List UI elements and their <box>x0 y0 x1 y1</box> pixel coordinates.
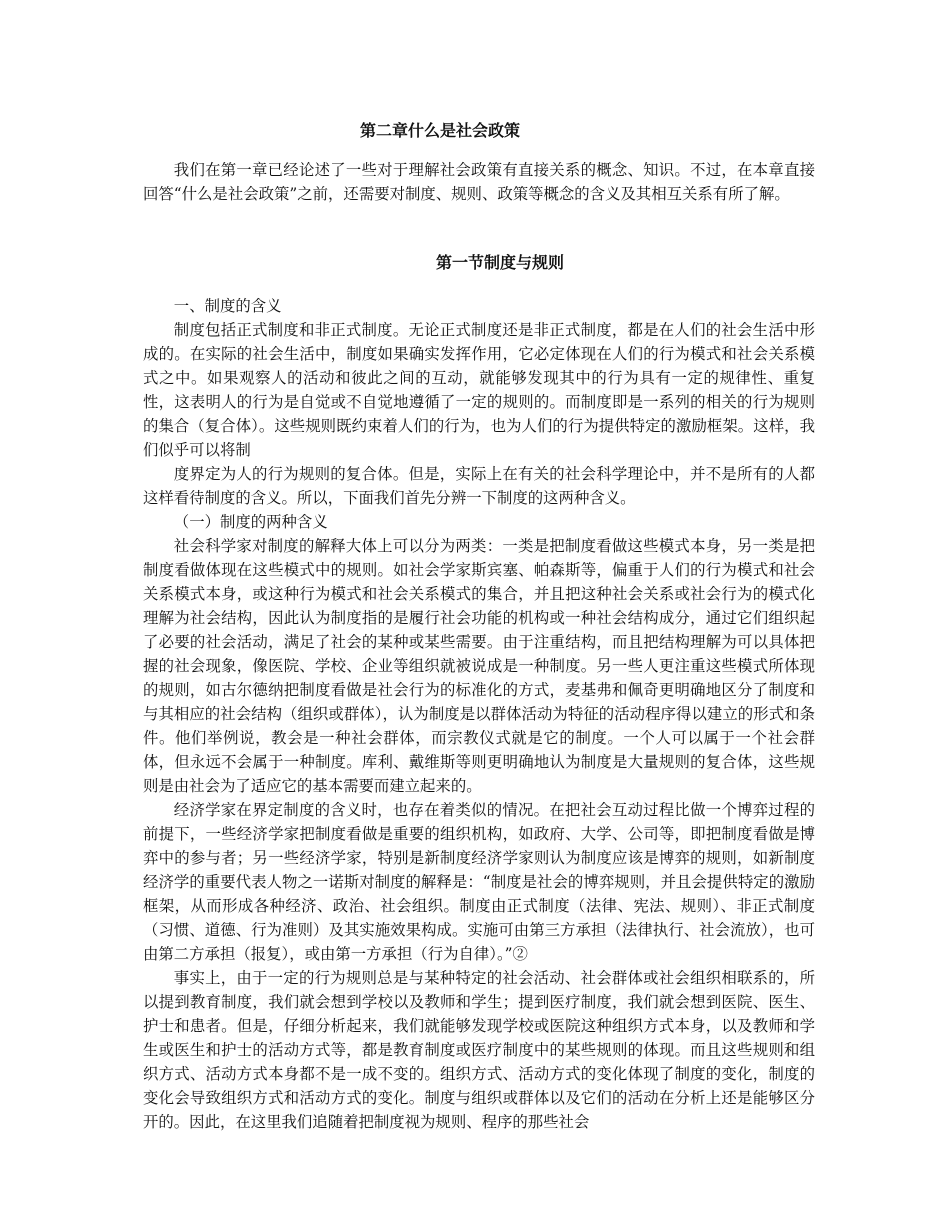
intro-paragraph: 我们在第一章已经论述了一些对于理解社会政策有直接关系的概念、知识。不过，在本章直接回答“什么是社会政策”之前，还需要对制度、规则、政策等概念的含义及其相互关系有所了解。 <box>143 161 815 203</box>
heading-two-meanings: （一）制度的两种含义 <box>173 513 328 531</box>
paragraph-2: 度界定为人的行为规则的复合体。但是，实际上在有关的社会科学理论中，并不是所有的人都这样看待制度的含义。所以，下面我们首先分辨一下制度的这两种含义。 <box>143 465 815 507</box>
body-block <box>143 294 815 1134</box>
paragraph-1: 制度包括正式制度和非正式制度。无论正式制度还是非正式制度，都是在人们的社会生活中形成的。在实际的社会生活中，制度如果确实发挥作用，它必定体现在人们的行为模式和社会关系模式之中。如果观察人的活动和彼此之间的互动，就能够发现其中的行为具有一定的规律性、重复性，这表明人的行为是自觉或不自觉地遵循了一定的规则的。而制度即是一系列的相关的行为规则的集合（复合体）。这些规则既约束着人们的行为，也为人们的行为提供特定的激励框架。这样，我们似乎可以将制 <box>143 321 815 459</box>
heading-institution-meaning: 一、制度的含义 <box>173 297 282 315</box>
section-title: 第一节制度与规则 <box>435 253 564 272</box>
paragraph-5: 事实上，由于一定的行为规则总是与某种特定的社会活动、社会群体或社会组织相联系的，所以提到教育制度，我们就会想到学校以及教师和学生；提到医疗制度，我们就会想到医院、医生、护士和患者。但是，仔细分析起来，我们就能够发现学校或医院这种组织方式本身，以及教师和学生或医生和护士的活动方式等，都是教育制度或医疗制度中的某些规则的体现。而且这些规则和组织方式、活动方式本身都不是一成不变的。组织方式、活动方式的变化体现了制度的变化，制度的变化会导致组织方式和活动方式的变化。制度与组织或群体以及它们的活动在分析上还是能够区分开的。因此，在这里我们追随着把制度视为规则、程序的那些社会 <box>143 969 815 1131</box>
chapter-title: 第二章什么是社会政策 <box>359 121 520 140</box>
paragraph-4: 经济学家在界定制度的含义时，也存在着类似的情况。在把社会互动过程比做一个博弈过程的前提下，一些经济学家把制度看做是重要的组织机构，如政府、大学、公司等，即把制度看做是博弈中的参与者；另一些经济学家，特别是新制度经济学家则认为制度应该是博弈的规则，如新制度经济学的重要代表人物之一诺斯对制度的解释是：“制度是社会的博弈规则，并且会提供特定的激励框架，从而形成各种经济、政治、社会组织。制度由正式制度（法律、宪法、规则）、非正式制度（习惯、道德、行为准则）及其实施效果构成。实施可由第三方承担（法律执行、社会流放），也可由第二方承担（报复），或由第一方承担（行为自律）。”② <box>143 801 815 963</box>
intro-block <box>143 158 815 206</box>
paragraph-3: 社会科学家对制度的解释大体上可以分为两类：一类是把制度看做这些模式本身，另一类是把制度看做体现在这些模式中的规则。如社会学家斯宾塞、帕森斯等，偏重于人们的行为模式和社会关系模式本身，或这种行为模式和社会关系模式的集合，并且把这种社会关系或社会行为的模式化理解为社会结构，因此认为制度指的是履行社会功能的机构或一种社会结构成分，通过它们组织起了必要的社会活动，满足了社会的某种或某些需要。由于注重结构，而且把结构理解为可以具体把握的社会现象，像医院、学校、企业等组织就被说成是一种制度。另一些人更注重这些模式所体现的规则，如古尔德纳把制度看做是社会行为的标准化的方式，麦基弗和佩奇更明确地区分了制度和与其相应的社会结构（组织或群体），认为制度是以群体活动为特征的活动程序得以建立的形式和条件。他们举例说，教会是一种社会群体，而宗教仪式就是它的制度。一个人可以属于一个社会群体，但永远不会属于一种制度。库利、戴维斯等则更明确地认为制度是大量规则的复合体，这些规则是由社会为了适应它的基本需要而建立起来的。 <box>143 537 815 795</box>
